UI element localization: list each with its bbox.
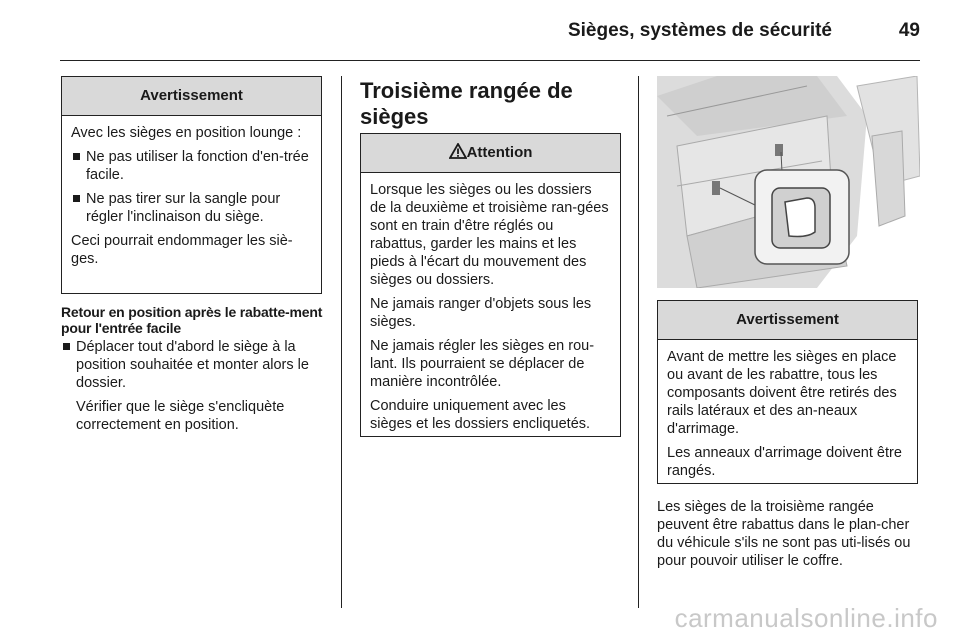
- page-title: Sièges, systèmes de sécurité: [567, 20, 832, 41]
- return-position-heading: Retour en position après le rabatte-ment pour l'entrée facile: [61, 304, 323, 336]
- attention-box-header: [361, 134, 620, 173]
- warning-box-rails: [657, 300, 918, 484]
- warning-box-title: Avertissement: [658, 301, 917, 340]
- attention-paragraph: Ne jamais ranger d'objets sous les sièges.: [370, 296, 592, 330]
- warning-paragraph: Avant de mettre les sièges en place ou avant de les rabattre, tous les composants doivent être retirés des rails latéraux et des an-neaux d'arrimage.: [667, 349, 897, 437]
- body-paragraph: Les sièges de la troisième rangée peuvent être rabattus dans le plan-cher du véhicule s'ils ne sont pas uti-lisés ou pour pouvoir utiliser le coffre.: [657, 499, 911, 569]
- attention-paragraph: Conduire uniquement avec les sièges et les dossiers encliquetés.: [370, 398, 591, 432]
- section-title-third-row: Troisième rangée de sièges: [360, 78, 573, 129]
- page-header: [60, 14, 920, 52]
- warning-outro: Ceci pourrait endommager les siè-ges.: [71, 233, 293, 267]
- attention-box: [360, 133, 621, 437]
- column-divider-1: [341, 76, 342, 608]
- warning-triangle-icon: [449, 143, 467, 159]
- warning-box-title: Avertissement: [62, 77, 321, 116]
- header-divider: [60, 60, 920, 61]
- column-divider-2: [638, 76, 639, 608]
- warning-box-lounge: [61, 76, 322, 294]
- return-position-note: Vérifier que le siège s'encliquète correctement en position.: [76, 399, 285, 433]
- attention-paragraph: Ne jamais régler les sièges en rou-lant. Ils pourraient se déplacer de manière incontrôlée.: [370, 338, 595, 390]
- return-position-bullet: Déplacer tout d'abord le siège à la position souhaitée et monter alors le dossier.: [61, 338, 323, 392]
- warning-intro: Avec les sièges en position lounge :: [71, 125, 302, 141]
- cargo-area-drawing: [657, 76, 920, 288]
- warning-bullet: Ne pas tirer sur la sangle pour régler l'inclinaison du siège.: [71, 190, 312, 226]
- warning-bullet: Ne pas utiliser la fonction d'en-trée facile.: [71, 148, 312, 184]
- warning-paragraph: Les anneaux d'arrimage doivent être rangés.: [667, 445, 902, 479]
- third-row-body-text: [657, 498, 920, 576]
- attention-box-title: Attention: [466, 144, 533, 161]
- page-number: 49: [898, 20, 920, 41]
- third-row-seats-illustration: [657, 76, 920, 288]
- attention-paragraph: Lorsque les sièges ou les dossiers de la deuxième et troisième ran-gées sont en train d'être réglés ou rabattus, garder les mains et les pieds à l'écart du mouvement des sièges ou dossiers.: [370, 182, 609, 288]
- return-position-section: [61, 304, 323, 440]
- watermark: carmanualsonline.info: [674, 603, 938, 633]
